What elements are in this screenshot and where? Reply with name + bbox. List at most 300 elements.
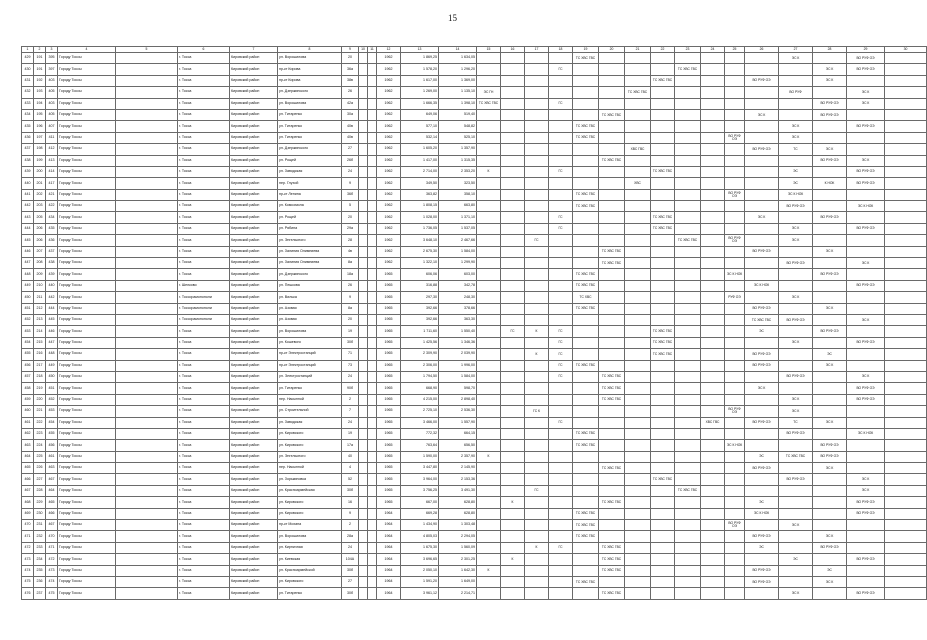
table-cell: Кировский район: [230, 189, 278, 200]
table-cell: [368, 371, 377, 382]
table-cell: 471: [46, 542, 58, 553]
table-cell: [701, 75, 725, 86]
table-cell: [725, 246, 745, 257]
table-cell: Кировский район: [230, 269, 278, 280]
table-cell: [725, 349, 745, 360]
header-cell: 23: [675, 47, 701, 53]
table-cell: 663,80: [439, 201, 477, 212]
table-cell: г. Тосса: [178, 121, 230, 132]
table-row: [22, 121, 927, 132]
table-cell: [525, 292, 549, 303]
table-cell: [885, 440, 927, 451]
table-cell: [599, 64, 625, 75]
table-cell: [525, 75, 549, 86]
table-cell: [725, 144, 745, 155]
table-cell: ЭС К: [779, 132, 813, 143]
table-cell: ВО РУФ ОЭ: [745, 360, 779, 371]
table-cell: [116, 235, 178, 246]
table-cell: [625, 280, 651, 291]
table-cell: ЭС: [813, 349, 847, 360]
table-cell: [477, 406, 501, 417]
table-cell: [885, 349, 927, 360]
table-cell: Городу Тоссы: [58, 440, 116, 451]
table-cell: [675, 383, 701, 394]
table-cell: [885, 212, 927, 223]
table-cell: [599, 269, 625, 280]
table-cell: ГС: [549, 98, 573, 109]
table-cell: [625, 463, 651, 474]
table-cell: 224: [34, 440, 46, 451]
table-cell: ул. Дзержинского: [278, 87, 342, 98]
table-cell: ТС ХВС ГВС: [599, 497, 625, 508]
table-cell: 215: [34, 337, 46, 348]
table-cell: [701, 144, 725, 155]
table-cell: [725, 166, 745, 177]
table-cell: 1962: [377, 144, 401, 155]
table-cell: г. Тосса: [178, 451, 230, 462]
table-cell: [368, 53, 377, 64]
table-cell: [813, 394, 847, 405]
table-cell: 446: [22, 246, 34, 257]
table-cell: Кировский район: [230, 258, 278, 269]
table-cell: [599, 98, 625, 109]
table-cell: [573, 565, 599, 576]
table-cell: 451: [46, 383, 58, 394]
table-cell: ЭС: [745, 542, 779, 553]
table-cell: 1 299,90: [439, 258, 477, 269]
table-cell: 456: [46, 440, 58, 451]
table-cell: ЭС К: [813, 75, 847, 86]
table-cell: 1964: [377, 531, 401, 542]
table-cell: 363,30: [439, 314, 477, 325]
table-cell: [368, 75, 377, 86]
table-cell: ТС ХВС ГВС: [573, 132, 599, 143]
table-cell: ТС ХВС ГВС: [599, 554, 625, 565]
table-cell: [573, 371, 599, 382]
table-cell: Кировский район: [230, 314, 278, 325]
header-cell: 24: [701, 47, 725, 53]
table-cell: 437: [22, 144, 34, 155]
header-cell: 11: [368, 47, 377, 53]
table-cell: ВО РУФ ОЭ: [779, 201, 813, 212]
table-row: [22, 440, 927, 451]
table-cell: [116, 428, 178, 439]
table-cell: [651, 463, 675, 474]
table-cell: [501, 451, 525, 462]
table-cell: ВО РУФ ОЭ: [745, 303, 779, 314]
table-cell: 1 269,00: [401, 87, 439, 98]
table-cell: [885, 246, 927, 257]
table-cell: 417: [46, 178, 58, 189]
table-cell: [477, 360, 501, 371]
table-cell: [525, 565, 549, 576]
table-cell: пер. Насыпной: [278, 463, 342, 474]
table-cell: [116, 588, 178, 599]
table-cell: 456: [22, 360, 34, 371]
table-cell: 205: [34, 212, 46, 223]
table-cell: [549, 463, 573, 474]
table-cell: [625, 201, 651, 212]
table-cell: 467: [46, 474, 58, 485]
table-cell: [599, 178, 625, 189]
table-cell: [725, 303, 745, 314]
table-cell: г. Тосса: [178, 326, 230, 337]
table-cell: [116, 337, 178, 348]
table-cell: Кировский район: [230, 166, 278, 177]
table-cell: ГС: [525, 485, 549, 496]
table-cell: [359, 75, 368, 86]
table-cell: [847, 189, 885, 200]
table-cell: [701, 440, 725, 451]
table-cell: 598,70: [439, 383, 477, 394]
table-cell: 342,78: [439, 280, 477, 291]
table-cell: Кировский район: [230, 87, 278, 98]
header-cell: 4: [58, 47, 116, 53]
table-cell: ул. Титаренко: [278, 132, 342, 143]
table-cell: ВО РУФ ОЭ: [813, 212, 847, 223]
table-cell: ул. Титаренко: [278, 121, 342, 132]
table-cell: 207: [34, 246, 46, 257]
table-cell: [359, 235, 368, 246]
table-cell: 90б: [342, 383, 359, 394]
table-cell: [885, 166, 927, 177]
table-cell: К: [501, 554, 525, 565]
table-row: [22, 53, 927, 64]
table-cell: [847, 576, 885, 587]
table-cell: 1 675,30: [401, 542, 439, 553]
table-cell: 444: [46, 303, 58, 314]
table-cell: ул. Титаренко: [278, 588, 342, 599]
table-cell: ТС: [779, 144, 813, 155]
table-cell: Городу Тоссы: [58, 474, 116, 485]
table-cell: 432: [22, 87, 34, 98]
table-cell: [701, 497, 725, 508]
table-cell: ТС ХВС ГВС: [599, 155, 625, 166]
table-cell: 2 536,30: [439, 406, 477, 417]
table-cell: 1 028,00: [401, 212, 439, 223]
table-cell: [651, 258, 675, 269]
table-cell: [885, 75, 927, 86]
table-cell: [599, 53, 625, 64]
table-cell: [813, 166, 847, 177]
table-cell: г. Тосса: [178, 360, 230, 371]
table-row: [22, 565, 927, 576]
table-cell: [368, 474, 377, 485]
table-cell: [501, 417, 525, 428]
table-cell: ТС ХВС ГВС: [779, 451, 813, 462]
table-cell: Городу Тоссы: [58, 542, 116, 553]
table-cell: [525, 178, 549, 189]
table-cell: [116, 144, 178, 155]
table-cell: [701, 371, 725, 382]
table-cell: ЭС К: [745, 383, 779, 394]
table-cell: [885, 53, 927, 64]
table-cell: 20: [342, 53, 359, 64]
table-cell: [651, 109, 675, 120]
table-cell: 440: [22, 178, 34, 189]
table-cell: [651, 576, 675, 587]
table-row: [22, 223, 927, 234]
table-cell: [885, 531, 927, 542]
table-cell: [625, 554, 651, 565]
table-cell: ЭС К: [779, 588, 813, 599]
table-cell: 1 634,05: [439, 53, 477, 64]
table-cell: [599, 280, 625, 291]
table-cell: [847, 349, 885, 360]
table-cell: [477, 75, 501, 86]
table-cell: [885, 588, 927, 599]
table-cell: [779, 542, 813, 553]
table-cell: 436: [46, 235, 58, 246]
table-cell: [625, 360, 651, 371]
table-cell: [725, 201, 745, 212]
table-cell: ТС ХВС ГВС: [651, 337, 675, 348]
table-cell: [725, 394, 745, 405]
table-cell: Городу Тоссы: [58, 360, 116, 371]
table-cell: [116, 314, 178, 325]
table-cell: 24: [342, 417, 359, 428]
table-cell: [573, 155, 599, 166]
table-cell: [675, 440, 701, 451]
table-cell: пр-кт Кирова: [278, 75, 342, 86]
table-cell: 40: [342, 451, 359, 462]
table-cell: [701, 178, 725, 189]
table-cell: 448: [46, 349, 58, 360]
table-cell: [625, 258, 651, 269]
table-cell: [549, 155, 573, 166]
table-cell: 455: [22, 349, 34, 360]
table-cell: 436: [22, 132, 34, 143]
table-cell: [599, 349, 625, 360]
table-cell: [701, 326, 725, 337]
table-cell: [368, 360, 377, 371]
table-cell: 30б: [342, 337, 359, 348]
table-cell: [549, 292, 573, 303]
header-cell: 30: [885, 47, 927, 53]
table-cell: Кировский район: [230, 326, 278, 337]
table-cell: [116, 303, 178, 314]
table-cell: [675, 428, 701, 439]
table-cell: ЭС К: [813, 64, 847, 75]
table-cell: [725, 337, 745, 348]
table-cell: 19: [342, 428, 359, 439]
table-cell: пер. Глухой: [278, 178, 342, 189]
table-cell: [675, 406, 701, 417]
table-row: [22, 246, 927, 257]
table-cell: [625, 531, 651, 542]
table-cell: [501, 223, 525, 234]
table-cell: ВО РУФ ОЭ: [725, 189, 745, 200]
table-cell: [675, 337, 701, 348]
table-cell: 450: [46, 371, 58, 382]
table-cell: [501, 314, 525, 325]
table-cell: 1964: [377, 576, 401, 587]
table-cell: [651, 87, 675, 98]
table-cell: г. Тоссорамонополи: [178, 303, 230, 314]
table-cell: [625, 75, 651, 86]
table-cell: Кировский район: [230, 474, 278, 485]
table-cell: 234: [34, 554, 46, 565]
table-cell: ТС ХВС: [573, 292, 599, 303]
table-cell: [368, 292, 377, 303]
table-cell: 1965: [377, 314, 401, 325]
table-cell: ЭС К: [779, 520, 813, 531]
table-cell: ГС: [525, 235, 549, 246]
table-cell: 316,88: [401, 280, 439, 291]
table-cell: ВО РУФ ОЭ: [725, 520, 745, 531]
table-cell: ВО РУФ ОЭ: [847, 588, 885, 599]
table-cell: [573, 87, 599, 98]
table-cell: [525, 189, 549, 200]
table-cell: [599, 326, 625, 337]
table-cell: [847, 269, 885, 280]
table-cell: 463: [46, 463, 58, 474]
table-cell: [847, 417, 885, 428]
table-cell: [625, 132, 651, 143]
table-cell: [477, 314, 501, 325]
table-cell: 1965: [377, 337, 401, 348]
table-cell: 430: [22, 64, 34, 75]
table-cell: 2 467,66: [439, 235, 477, 246]
table-cell: Кировский район: [230, 440, 278, 451]
table-cell: ВО РУФ ОЭ: [847, 166, 885, 177]
table-cell: г. Тосса: [178, 531, 230, 542]
table-cell: [116, 406, 178, 417]
table-cell: Городу Тоссы: [58, 428, 116, 439]
table-cell: Городу Тоссы: [58, 349, 116, 360]
table-cell: [525, 155, 549, 166]
table-cell: [885, 565, 927, 576]
table-cell: ВО РУФ ОЭ: [847, 394, 885, 405]
table-cell: [477, 269, 501, 280]
table-cell: [701, 189, 725, 200]
table-cell: Кировский район: [230, 223, 278, 234]
table-cell: 1962: [377, 109, 401, 120]
table-cell: [625, 565, 651, 576]
table-cell: [701, 531, 725, 542]
table-cell: [885, 474, 927, 485]
table-cell: [625, 223, 651, 234]
table-cell: [625, 451, 651, 462]
table-cell: [525, 246, 549, 257]
table-cell: [525, 337, 549, 348]
table-cell: [501, 258, 525, 269]
table-cell: ТС ХВС ГВС: [599, 565, 625, 576]
table-cell: [701, 98, 725, 109]
table-cell: [701, 292, 725, 303]
table-cell: [651, 417, 675, 428]
table-cell: [725, 326, 745, 337]
table-cell: 1965: [377, 440, 401, 451]
table-cell: [725, 383, 745, 394]
table-cell: 403: [46, 98, 58, 109]
table-cell: [779, 531, 813, 542]
table-cell: [745, 520, 779, 531]
table-cell: [599, 417, 625, 428]
table-cell: [651, 497, 675, 508]
table-cell: [549, 406, 573, 417]
table-cell: [359, 314, 368, 325]
table-cell: ул. Титаренко: [278, 383, 342, 394]
table-cell: [725, 531, 745, 542]
table-cell: 200: [34, 166, 46, 177]
table-cell: Городу Тоссы: [58, 520, 116, 531]
table-cell: [701, 166, 725, 177]
table-cell: [501, 371, 525, 382]
table-cell: ТС ХВС ГВС: [573, 520, 599, 531]
table-cell: [116, 87, 178, 98]
table-cell: г. Тосса: [178, 485, 230, 496]
table-cell: [368, 201, 377, 212]
table-cell: [701, 155, 725, 166]
table-cell: [359, 531, 368, 542]
table-cell: ул. Комсомола: [278, 201, 342, 212]
table-cell: [651, 542, 675, 553]
table-cell: Городу Тоссы: [58, 371, 116, 382]
page-number: 15: [448, 13, 457, 23]
table-cell: [675, 189, 701, 200]
table-cell: [725, 542, 745, 553]
table-cell: ЭС К: [813, 360, 847, 371]
table-cell: [813, 474, 847, 485]
table-cell: пр-кт Мохана: [278, 520, 342, 531]
table-cell: [501, 75, 525, 86]
table-cell: 438: [22, 155, 34, 166]
table-cell: Городу Тоссы: [58, 132, 116, 143]
table-cell: ЭС К: [779, 406, 813, 417]
table-cell: 467: [22, 485, 34, 496]
table-cell: [675, 371, 701, 382]
table-cell: 440: [46, 280, 58, 291]
table-cell: [625, 508, 651, 519]
table-cell: Кировский район: [230, 303, 278, 314]
table-cell: [599, 451, 625, 462]
table-cell: [477, 474, 501, 485]
table-row: [22, 326, 927, 337]
table-cell: [359, 520, 368, 531]
table-cell: К: [477, 451, 501, 462]
table-cell: [359, 166, 368, 177]
table-cell: [477, 178, 501, 189]
table-cell: 192: [34, 75, 46, 86]
table-cell: ЭС: [745, 326, 779, 337]
table-cell: 1962: [377, 235, 401, 246]
table-cell: 450: [22, 292, 34, 303]
table-cell: ТС ХВС ГВС: [573, 440, 599, 451]
table-cell: ЭС К НОК: [745, 508, 779, 519]
table-cell: 1962: [377, 246, 401, 257]
table-cell: [359, 428, 368, 439]
table-cell: [599, 360, 625, 371]
table-cell: [368, 235, 377, 246]
table-cell: [477, 497, 501, 508]
table-cell: [847, 440, 885, 451]
header-cell: 12: [377, 47, 401, 53]
table-cell: 1962: [377, 98, 401, 109]
table-cell: 1965: [377, 269, 401, 280]
table-cell: 1 584,00: [439, 246, 477, 257]
table-cell: [701, 508, 725, 519]
table-cell: [779, 246, 813, 257]
table-cell: [813, 223, 847, 234]
table-cell: г. Тосса: [178, 428, 230, 439]
table-cell: [701, 565, 725, 576]
table-cell: [813, 87, 847, 98]
table-cell: [368, 144, 377, 155]
table-cell: [847, 109, 885, 120]
table-cell: 1 649,00: [439, 576, 477, 587]
table-cell: [701, 451, 725, 462]
